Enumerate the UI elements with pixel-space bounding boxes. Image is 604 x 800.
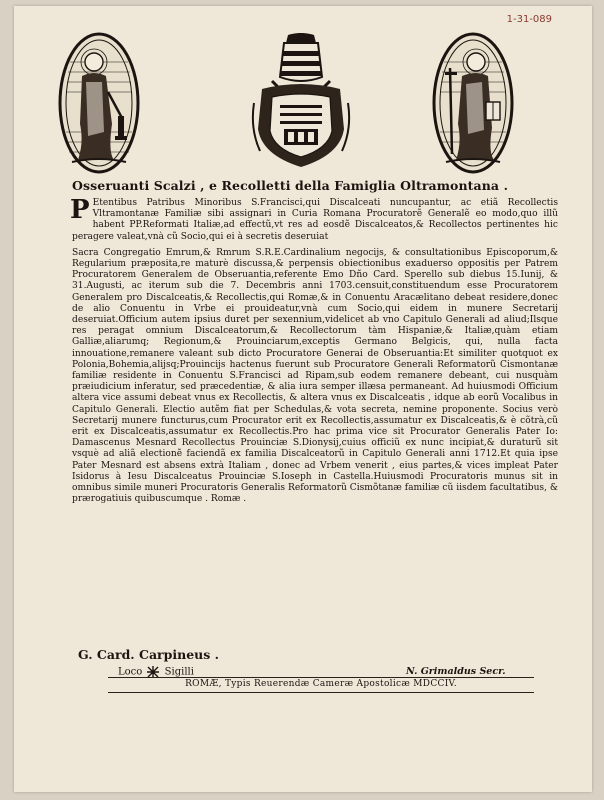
paragraph-petition [70,195,558,243]
seal-label-before: Loco [118,666,143,678]
secretary-signature: N. Grimaldus Secr. [406,666,506,677]
printer-imprint: ROMÆ, Typis Reuerendæ Cameræ Apostolicæ MDCCIV. [185,679,457,689]
saint-paul-engraving-icon [432,32,514,174]
papal-coat-of-arms-icon [250,33,352,171]
paragraph-decree: Sacra Congregatio Emrum,& Rmrum S.R.E.Cardinalium negocijs, & consultationibus Episcoporum,& Regularium præposita,re maturè discussa,& perpensis obiectionibus exaduerso oppositis per Patrem Procuratorem Generalem de Obseruantia,referente Emo Dño Card. Sperello sub diebus 15.Iunij, & 31.Augusti, ac iterum sub die 7. Decembris anni 1703.censuit,constituendum esse Procuratorem Generalem pro Discalceatis,& Recollectis,qui Romæ,& in Conuentu Aracælitano debeat residere,donec de alio Conuentu in Vrbe ei prouideatur,vnà cum Socio,qui eidem in munere Secretarij deseruiat.Officium autem ipsius duret per sexennium,videlicet ab vno Capitulo Generali ad aliud;Ilsque res peragat omnium Discalceatorum,& Recollectorum tàm Hispaniæ,& Italiæ,quàm etiam Galliæ,aliarumq; Regionum,& Prouinciarum,exceptis Germano Belgicis, qui, nulla facta innouatione,remanere valeant sub dicto Procuratore Generai de Obseruantia:Et similiter quotquot ex Polonia,Bohemia,alijsq;Prouincijs hactenus fuerunt sub Procuratore Generali Reformatorũ Cismontanæ familiæ residente in Conuentu S.Francisci ad Ripam,sub eodem remanere debeant, cui nusquàm præiudicium inferatur, sed præcedentiæ, & alia iura semper illæsa permaneant. Ad huiusmodi Officium altera vice assumi debeat vnus ex Recollectis, & altera vnus ex Discalceatis , idque ab eorũ Vocalibus in Capitulo Generali. Electio autẽm fiat per Schedulas,& vota secreta, nemine proponente. Socius verò Secretarij munere functurus,cum Procurator erit ex Recollectis,assumatur ex Discalceatis,& è cõtrà,cũ erit ex Discalceatis,assumatur ex Recollectis.Pro hac prima vice sit Procurator Generalis Pater Io: Damascenus Mesnard Recollectus Prouinciæ S.Dionysij,cuius officiũ ex nunc incipiat,& duraturũ sit vsquè ad aliã electionẽ faciendã ex familia Discalceatorũ in Capitulo Generali anni 1712.Et quia ipse Pater Mesnard est absens extrà Italiam , donec ad Vrbem venerit , eius partes,& vices impleat Pater Isidorus à Iesu Discalceatus Prouinciæ S.Ioseph in Castella.Huiusmodi Procuratoris munus sit in omnibus simile muneri Procuratoris Generalis Reformatorũ Cismõtanæ familiæ cũ iisdem facultatibus, & prærogatiuis quibuscumque . Romæ . [72,247,558,505]
document-sheet [14,6,592,792]
saint-peter-engraving-icon [58,32,140,174]
decree-body [70,195,558,510]
imprint-rule-bottom [108,692,534,693]
document-title: Osseruanti Scalzi , e Recolletti della Famiglia Oltramontana . [72,178,509,193]
archive-reference: 1-31-089 [506,14,552,25]
seal-label-after: Sigilli [164,666,194,678]
cardinal-signature: G. Card. Carpineus . [78,647,220,662]
drop-cap: P [70,195,90,225]
paragraph-petition-text: Etentibus Patribus Minoribus S.Francisci,qui Discalceati nuncupantur, ac etiã Recollectis Vltramontanæ Familiæ sibi assignari in Curia Romana Procuratorẽ Generalẽ eo modo,quo illũ habent PP.Reformati Italiæ,ad effectũ,vt res ad eosdẽ Discalceatos,& Recollectos pertinentes hic peragere valeat,vnà cũ Socio,qui ei à secretis deseruiat [72,198,558,242]
imprint-rule-top [108,677,534,678]
